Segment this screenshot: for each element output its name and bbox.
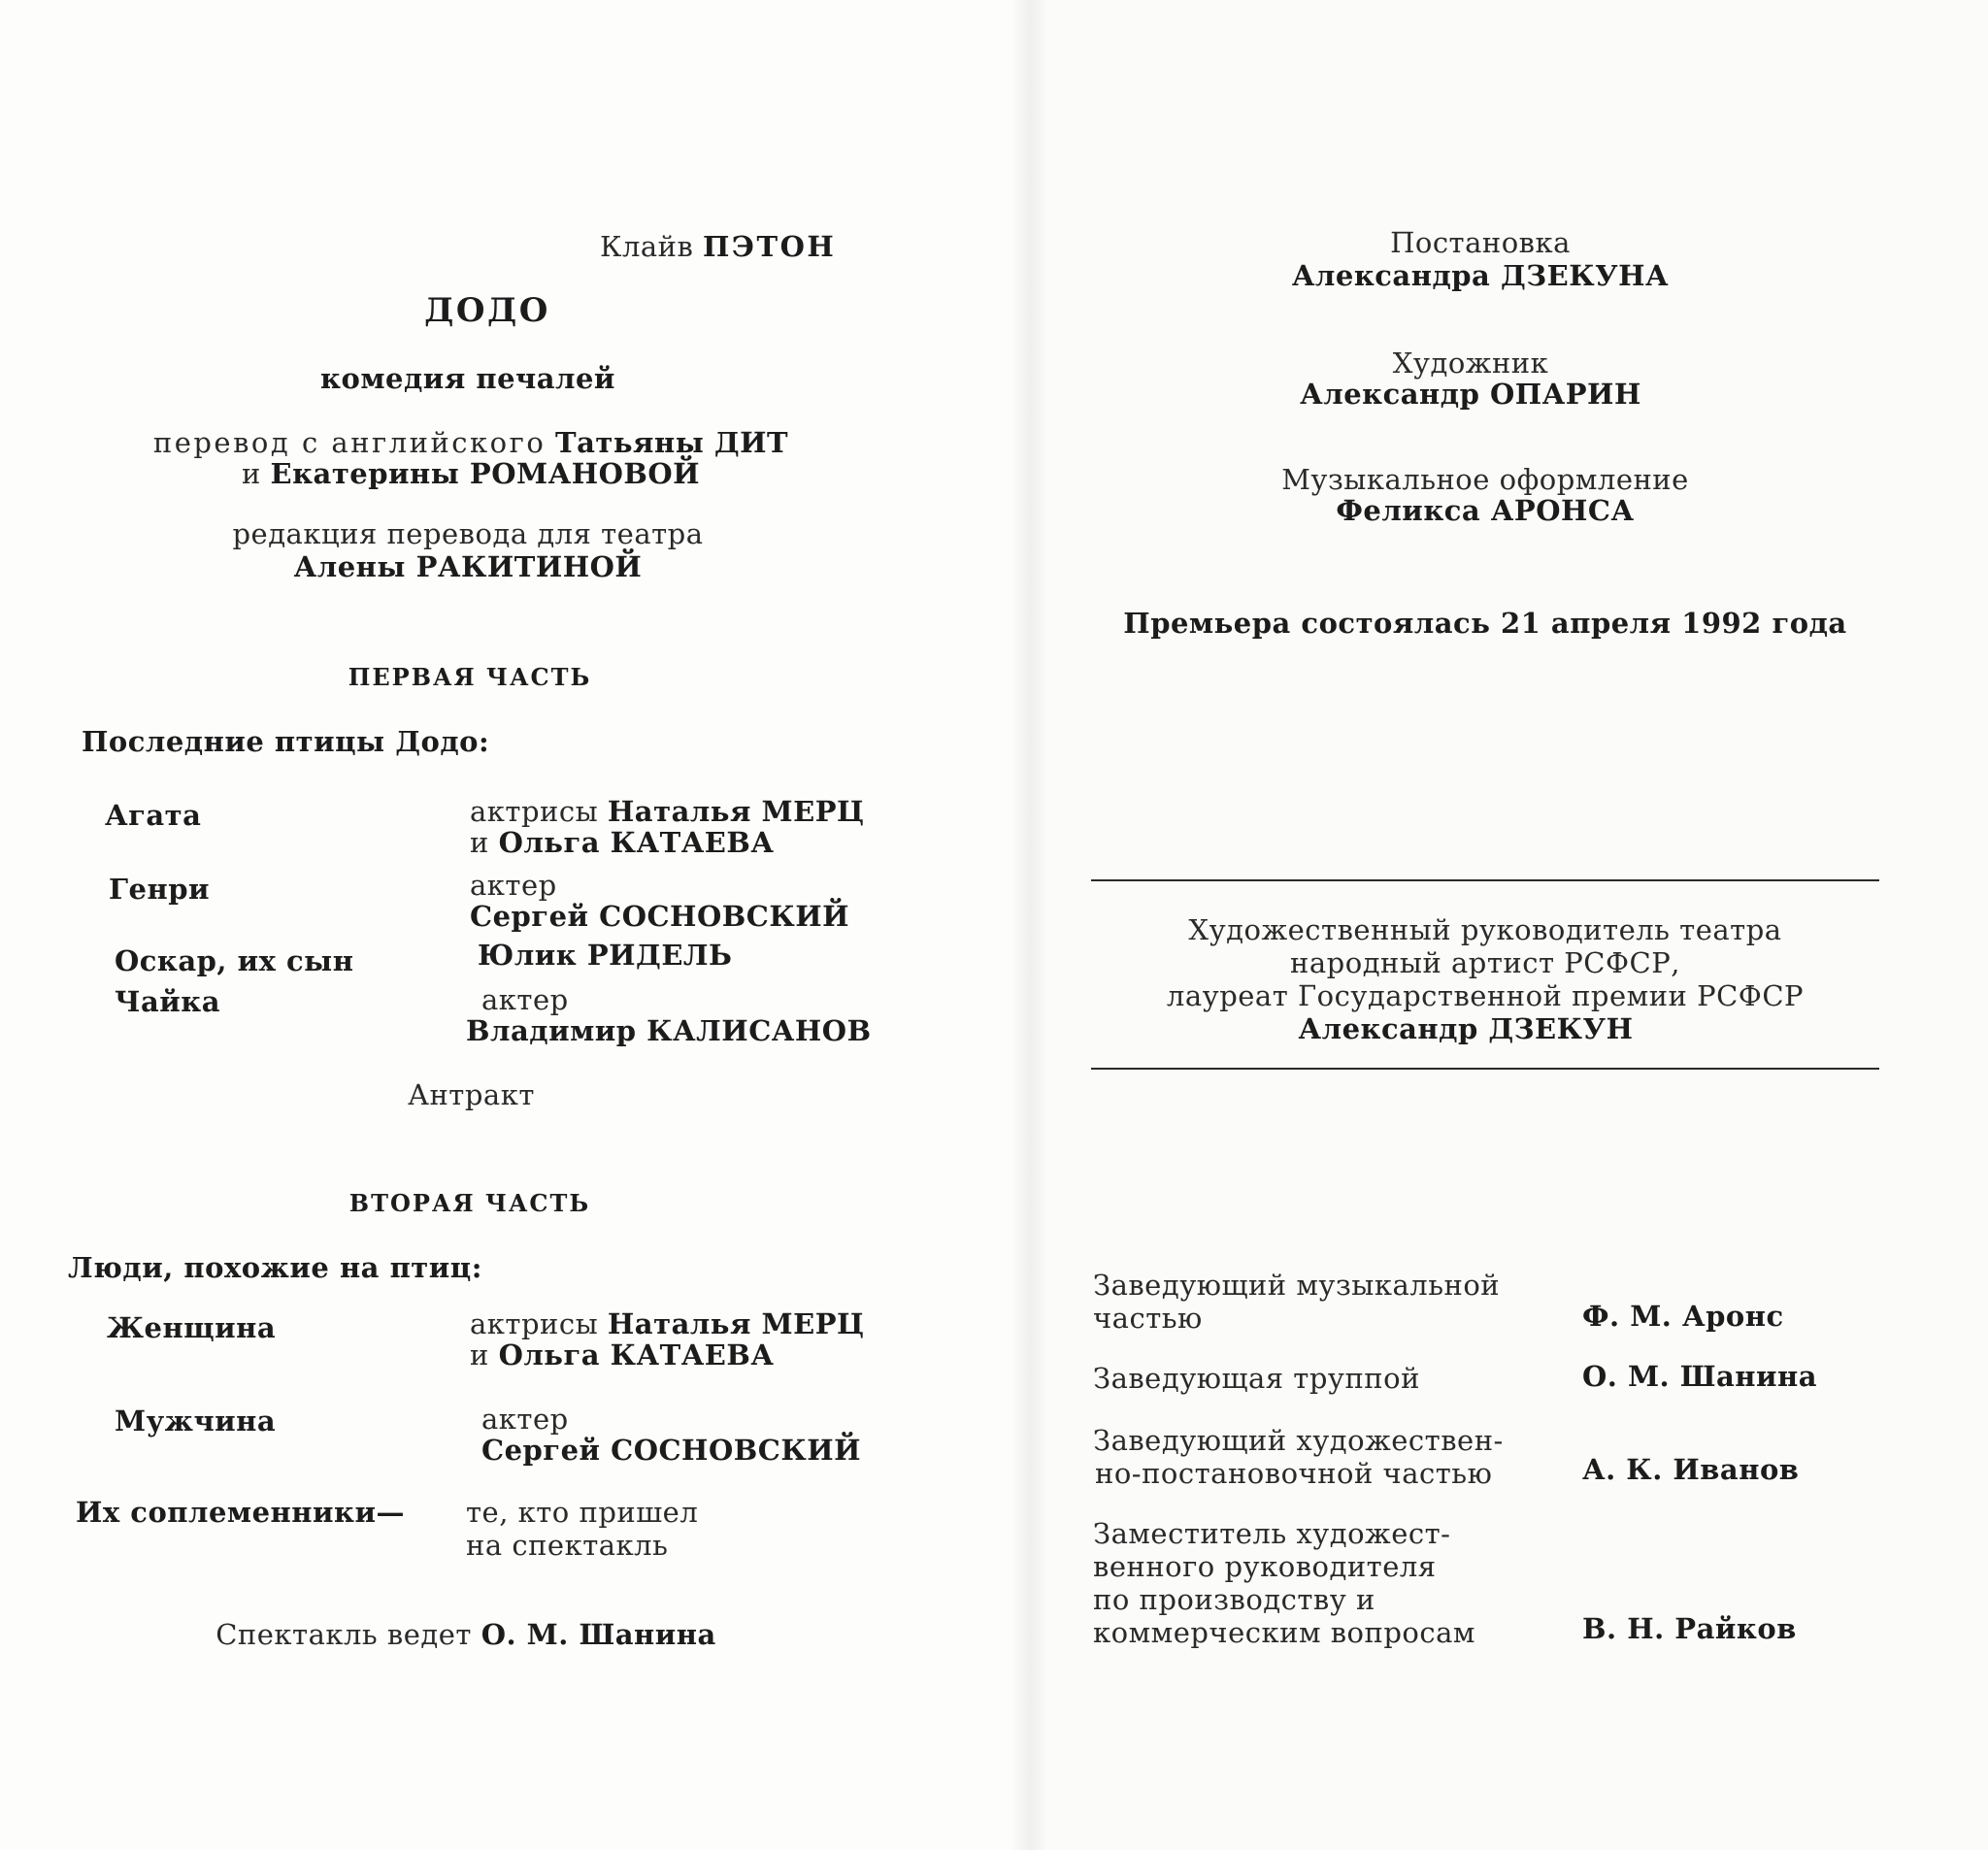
cast-name: Юлик РИДЕЛЬ <box>478 939 733 972</box>
editing-label: редакция перевода для театра <box>232 517 704 550</box>
actor-type: актер <box>481 1403 569 1436</box>
staff-title-line: частью <box>1093 1302 1203 1335</box>
music-label: Музыкальное оформление <box>1281 463 1689 496</box>
music-name: Феликса АРОНСА <box>1336 494 1635 527</box>
designer-name: Александр ОПАРИН <box>1300 378 1641 411</box>
author <box>600 229 836 264</box>
cast-line: те, кто пришел <box>466 1496 699 1529</box>
page-fold <box>1010 0 1048 1850</box>
artistic-director-line-2: народный артист РСФСР, <box>1290 946 1680 979</box>
staff-title-line: но-постановочной частью <box>1095 1457 1493 1490</box>
staff-title-line: Заместитель художест- <box>1093 1517 1451 1550</box>
role-name: Их соплеменники— <box>76 1496 405 1529</box>
editing-name: Алены РАКИТИНОЙ <box>293 550 643 583</box>
cast-line: на спектакль <box>466 1529 669 1562</box>
director-label: Постановка <box>1390 226 1571 259</box>
role-name: Чайка <box>115 985 221 1018</box>
role-name: Оскар, их сын <box>115 944 354 977</box>
cast-name: Сергей СОСНОВСКИЙ <box>481 1434 861 1467</box>
staff-title-line: Заведующий художествен- <box>1093 1424 1504 1457</box>
part-two-heading: ВТОРАЯ ЧАСТЬ <box>348 1189 591 1217</box>
artistic-director-line-3: лауреат Государственной премии РСФСР <box>1166 979 1805 1012</box>
staff-name: А. К. Иванов <box>1582 1453 1800 1486</box>
staff-title-line: Заведующий музыкальной <box>1093 1269 1501 1302</box>
cast-line: и Ольга КАТАЕВА <box>470 1338 775 1371</box>
author-first-name: Клайв <box>600 230 694 263</box>
translation-line-2: и Екатерины РОМАНОВОЙ <box>241 457 701 490</box>
cast-name: Владимир КАЛИСАНОВ <box>466 1014 872 1047</box>
staff-name: Ф. М. Аронс <box>1582 1300 1784 1333</box>
cast-line: и Ольга КАТАЕВА <box>470 826 775 859</box>
designer-label: Художник <box>1392 347 1549 380</box>
cast-name: Сергей СОСНОВСКИЙ <box>470 900 849 933</box>
stage-manager: Спектакль ведет О. М. Шанина <box>215 1618 716 1651</box>
cast-line: актрисы Наталья МЕРЦ <box>470 795 865 828</box>
staff-name: В. Н. Райков <box>1582 1612 1797 1645</box>
role-name: Мужчина <box>115 1404 277 1437</box>
premiere-date: Премьера состоялась 21 апреля 1992 года <box>1123 607 1847 640</box>
role-name: Агата <box>105 799 202 832</box>
part-one-group-label: Последние птицы Додо: <box>82 725 490 758</box>
role-name: Генри <box>109 873 210 906</box>
staff-title-line: Заведующая труппой <box>1093 1362 1420 1395</box>
part-one-heading: ПЕРВАЯ ЧАСТЬ <box>348 663 592 691</box>
staff-title-line: по производству и <box>1093 1583 1375 1616</box>
actor-type: актер <box>470 869 557 902</box>
rule-bottom <box>1091 1068 1879 1070</box>
role-name: Женщина <box>107 1311 277 1344</box>
rule-top <box>1091 879 1879 881</box>
director-name: Александра ДЗЕКУНА <box>1291 259 1670 292</box>
author-last-name: ПЭТОН <box>703 230 837 263</box>
actor-type: актер <box>481 983 569 1016</box>
play-subtitle: комедия печалей <box>320 362 615 395</box>
staff-title-line: венного руководителя <box>1093 1550 1437 1583</box>
translation-line-1: перевод с английского Татьяны ДИТ <box>152 426 789 459</box>
part-two-group-label: Люди, похожие на птиц: <box>68 1251 482 1284</box>
staff-name: О. М. Шанина <box>1582 1360 1818 1393</box>
cast-line: актрисы Наталья МЕРЦ <box>470 1307 865 1340</box>
play-title: ДОДО <box>424 291 550 330</box>
intermission: Антракт <box>408 1078 535 1111</box>
artistic-director-line-1: Художественный руководитель театра <box>1188 913 1782 946</box>
staff-title-line: коммерческим вопросам <box>1093 1616 1475 1649</box>
artistic-director-name: Александр ДЗЕКУН <box>1298 1012 1634 1045</box>
